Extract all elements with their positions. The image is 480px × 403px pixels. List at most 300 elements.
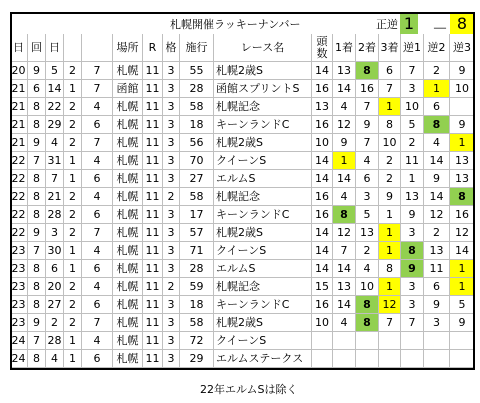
table-cell: 29 bbox=[46, 116, 64, 134]
table-cell: 14 bbox=[312, 62, 333, 80]
table-cell: 7 bbox=[82, 134, 113, 152]
table-cell: 2 bbox=[163, 188, 180, 206]
table-cell bbox=[424, 332, 450, 350]
table-cell: 6 bbox=[356, 170, 379, 188]
table-cell: 札幌 bbox=[113, 350, 143, 368]
table-cell: 56 bbox=[180, 134, 214, 152]
page-title: 札幌開催ラッキーナンバー bbox=[170, 18, 301, 31]
seigyaku-separator: － bbox=[432, 19, 449, 38]
table-cell: 4 bbox=[333, 314, 356, 332]
table-cell: 24 bbox=[10, 350, 28, 368]
table-cell: 7 bbox=[28, 242, 46, 260]
table-cell: 55 bbox=[180, 62, 214, 80]
table-cell: 2 bbox=[163, 278, 180, 296]
table-cell: 13 bbox=[450, 170, 475, 188]
table-cell: 6 bbox=[82, 350, 113, 368]
header-cell: 日 bbox=[46, 34, 64, 62]
table-cell: 8 bbox=[28, 170, 46, 188]
table-cell: 9 bbox=[424, 296, 450, 314]
table-cell: 15 bbox=[312, 278, 333, 296]
table-cell[interactable]: 函館スプリントS bbox=[214, 80, 312, 98]
table-cell: 8 bbox=[379, 260, 401, 278]
table-cell: 23 bbox=[10, 314, 28, 332]
table-cell: 14 bbox=[312, 242, 333, 260]
header-cell: 逆1 bbox=[401, 34, 424, 62]
table-cell: 2 bbox=[401, 134, 424, 152]
table-cell: 16 bbox=[312, 206, 333, 224]
table-cell: 5 bbox=[450, 296, 475, 314]
table-cell: 2 bbox=[379, 170, 401, 188]
table-cell[interactable]: 札幌記念 bbox=[214, 98, 312, 116]
table-cell: 11 bbox=[143, 314, 163, 332]
table-cell: 札幌 bbox=[113, 116, 143, 134]
table-cell: 30 bbox=[46, 242, 64, 260]
table-cell: 3 bbox=[163, 206, 180, 224]
table-cell: 6 bbox=[82, 260, 113, 278]
table-cell bbox=[356, 332, 379, 350]
table-cell: 7 bbox=[82, 80, 113, 98]
table-cell: 1 bbox=[379, 242, 401, 260]
table-cell: 11 bbox=[143, 62, 163, 80]
table-cell: 9 bbox=[28, 134, 46, 152]
table-cell: 4 bbox=[356, 152, 379, 170]
table-cell: 4 bbox=[333, 98, 356, 116]
table-cell: 5 bbox=[356, 206, 379, 224]
table-cell: 2 bbox=[64, 116, 82, 134]
table-cell: 31 bbox=[46, 152, 64, 170]
table-cell: 22 bbox=[10, 206, 28, 224]
table-cell: 4 bbox=[82, 152, 113, 170]
table-cell: 58 bbox=[180, 314, 214, 332]
table-cell bbox=[450, 350, 475, 368]
table-cell: 58 bbox=[180, 98, 214, 116]
header-cell: 施行 bbox=[180, 34, 214, 62]
table-cell: 13 bbox=[401, 188, 424, 206]
table-cell: 6 bbox=[82, 296, 113, 314]
table-cell: 21 bbox=[10, 116, 28, 134]
table-cell: 7 bbox=[379, 314, 401, 332]
header-cell: 場所 bbox=[113, 34, 143, 62]
table-cell: 札幌 bbox=[113, 242, 143, 260]
table-cell: 1 bbox=[64, 350, 82, 368]
table-cell: 7 bbox=[401, 62, 424, 80]
table-cell: 29 bbox=[180, 350, 214, 368]
table-cell: 1 bbox=[64, 260, 82, 278]
table-cell: 11 bbox=[143, 278, 163, 296]
table-cell: 札幌 bbox=[113, 152, 143, 170]
table-cell: 4 bbox=[82, 332, 113, 350]
table-cell: 2 bbox=[356, 242, 379, 260]
table-cell: 9 bbox=[450, 314, 475, 332]
table-cell: 札幌 bbox=[113, 224, 143, 242]
table-cell: 7 bbox=[333, 242, 356, 260]
header-cell: 回 bbox=[28, 34, 46, 62]
table-cell bbox=[379, 332, 401, 350]
table-cell: 1 bbox=[64, 332, 82, 350]
table-cell: 3 bbox=[163, 332, 180, 350]
table-cell: 22 bbox=[10, 152, 28, 170]
table-cell: 22 bbox=[10, 188, 28, 206]
table-cell: 1 bbox=[64, 170, 82, 188]
header-cell: 1着 bbox=[333, 34, 356, 62]
table-cell: 11 bbox=[143, 170, 163, 188]
table-cell: 8 bbox=[28, 98, 46, 116]
table-cell: 2 bbox=[64, 62, 82, 80]
table-cell: 23 bbox=[10, 260, 28, 278]
table-cell: 9 bbox=[28, 224, 46, 242]
table-cell: 9 bbox=[450, 116, 475, 134]
table-cell: 3 bbox=[163, 314, 180, 332]
table-cell: 8 bbox=[333, 206, 356, 224]
header-cell: レース名 bbox=[214, 34, 312, 62]
table-cell: 8 bbox=[28, 116, 46, 134]
table-cell: 6 bbox=[82, 206, 113, 224]
table-cell: 20 bbox=[46, 278, 64, 296]
table-cell: 14 bbox=[450, 242, 475, 260]
table-cell: 11 bbox=[143, 296, 163, 314]
table-cell bbox=[333, 332, 356, 350]
table-cell: 14 bbox=[312, 152, 333, 170]
table-cell: 10 bbox=[312, 314, 333, 332]
table-cell: 58 bbox=[180, 188, 214, 206]
seigyaku-label: 正逆 bbox=[376, 18, 398, 31]
table-cell bbox=[379, 350, 401, 368]
table-cell: 21 bbox=[46, 188, 64, 206]
table-cell: 28 bbox=[180, 260, 214, 278]
table-cell: 2 bbox=[64, 134, 82, 152]
table-cell: 11 bbox=[401, 152, 424, 170]
table-cell: 1 bbox=[379, 98, 401, 116]
table-cell: 11 bbox=[143, 80, 163, 98]
table-cell[interactable]: キーンランドC bbox=[214, 206, 312, 224]
table-cell: 2 bbox=[424, 224, 450, 242]
table-cell: 8 bbox=[28, 296, 46, 314]
table-cell: 23 bbox=[10, 296, 28, 314]
table-cell: 14 bbox=[312, 260, 333, 278]
table-cell: 18 bbox=[180, 116, 214, 134]
table-cell[interactable]: 札幌記念 bbox=[214, 188, 312, 206]
table-cell: 2 bbox=[64, 314, 82, 332]
table-cell: 9 bbox=[28, 62, 46, 80]
table-cell bbox=[333, 350, 356, 368]
table-cell: 7 bbox=[356, 98, 379, 116]
table-cell: 1 bbox=[64, 152, 82, 170]
table-cell: 16 bbox=[356, 80, 379, 98]
table-cell: 10 bbox=[356, 278, 379, 296]
table-cell: 10 bbox=[312, 134, 333, 152]
seigyaku-value-b[interactable]: 8 bbox=[450, 12, 474, 34]
header-cell: 逆3 bbox=[450, 34, 475, 62]
table-cell: 2 bbox=[46, 314, 64, 332]
table-cell: 7 bbox=[379, 80, 401, 98]
table-cell: 11 bbox=[143, 350, 163, 368]
table-cell: 札幌 bbox=[113, 332, 143, 350]
table-cell: 2 bbox=[424, 62, 450, 80]
table-cell: 11 bbox=[424, 260, 450, 278]
table-cell: 70 bbox=[180, 152, 214, 170]
table-cell: 9 bbox=[401, 260, 424, 278]
table-cell: 6 bbox=[379, 62, 401, 80]
table-cell bbox=[424, 350, 450, 368]
table-cell: 6 bbox=[82, 170, 113, 188]
table-cell: 2 bbox=[64, 278, 82, 296]
table-cell: 16 bbox=[312, 116, 333, 134]
table-cell: 11 bbox=[143, 116, 163, 134]
table-cell: 4 bbox=[82, 278, 113, 296]
table-cell: 函館 bbox=[113, 80, 143, 98]
table-cell: 21 bbox=[10, 134, 28, 152]
table-cell: 1 bbox=[64, 242, 82, 260]
table-cell: 13 bbox=[312, 98, 333, 116]
table-cell: 17 bbox=[180, 206, 214, 224]
table-cell: 13 bbox=[356, 224, 379, 242]
table-cell: 1 bbox=[424, 80, 450, 98]
table-cell: 3 bbox=[424, 314, 450, 332]
table-cell: 12 bbox=[450, 224, 475, 242]
table-cell: 3 bbox=[163, 134, 180, 152]
table-cell: 11 bbox=[143, 224, 163, 242]
table-cell: 1 bbox=[401, 170, 424, 188]
table-cell: 4 bbox=[82, 98, 113, 116]
table-cell: 4 bbox=[333, 188, 356, 206]
table-cell: 札幌 bbox=[113, 188, 143, 206]
table-cell: 札幌 bbox=[113, 62, 143, 80]
table-cell: 12 bbox=[333, 116, 356, 134]
table-cell: 16 bbox=[312, 80, 333, 98]
table-cell: 3 bbox=[163, 80, 180, 98]
table-cell: 1 bbox=[450, 134, 475, 152]
table-cell[interactable]: キーンランドC bbox=[214, 116, 312, 134]
table-cell: 7 bbox=[46, 170, 64, 188]
table-cell[interactable]: クイーンS bbox=[214, 332, 312, 350]
table-cell: 9 bbox=[356, 116, 379, 134]
table-cell: 2 bbox=[64, 98, 82, 116]
table-cell: 3 bbox=[163, 62, 180, 80]
table-cell: 10 bbox=[401, 98, 424, 116]
table-cell: 11 bbox=[143, 206, 163, 224]
header-cell bbox=[64, 34, 82, 62]
table-cell[interactable]: 札幌2歳S bbox=[214, 62, 312, 80]
header-cell: 日 bbox=[10, 34, 28, 62]
table-cell: 7 bbox=[82, 224, 113, 242]
table-cell: 3 bbox=[401, 80, 424, 98]
table-cell: 3 bbox=[163, 296, 180, 314]
table-cell: 8 bbox=[28, 260, 46, 278]
table-cell: 札幌 bbox=[113, 296, 143, 314]
table-cell: 3 bbox=[163, 224, 180, 242]
table-cell: 72 bbox=[180, 332, 214, 350]
table-cell: 11 bbox=[143, 332, 163, 350]
table-cell: 札幌 bbox=[113, 98, 143, 116]
table-cell: 9 bbox=[424, 170, 450, 188]
table-cell: 28 bbox=[46, 332, 64, 350]
table-cell: 4 bbox=[82, 242, 113, 260]
header-cell: 格 bbox=[163, 34, 180, 62]
table-cell: 4 bbox=[46, 134, 64, 152]
table-cell[interactable]: 札幌2歳S bbox=[214, 224, 312, 242]
table-cell: 7 bbox=[28, 152, 46, 170]
table-cell: 13 bbox=[333, 62, 356, 80]
table-cell bbox=[401, 332, 424, 350]
seigyaku-value-a[interactable]: 1 bbox=[400, 12, 418, 34]
table-cell: 8 bbox=[356, 62, 379, 80]
table-cell: 7 bbox=[401, 314, 424, 332]
table-cell: 2 bbox=[64, 188, 82, 206]
table-cell: 6 bbox=[28, 80, 46, 98]
table-cell: 札幌 bbox=[113, 314, 143, 332]
table-cell: 12 bbox=[333, 224, 356, 242]
table-cell: 11 bbox=[143, 260, 163, 278]
table-cell: 22 bbox=[10, 170, 28, 188]
table-cell bbox=[401, 350, 424, 368]
table-cell: 23 bbox=[10, 242, 28, 260]
table-cell: 27 bbox=[46, 296, 64, 314]
table-cell: 28 bbox=[46, 206, 64, 224]
table-cell: 8 bbox=[356, 314, 379, 332]
table-cell: 3 bbox=[163, 350, 180, 368]
table-cell: 16 bbox=[312, 296, 333, 314]
table-cell: 3 bbox=[46, 224, 64, 242]
table-cell: 8 bbox=[401, 242, 424, 260]
table-cell: 4 bbox=[46, 350, 64, 368]
table-cell: 14 bbox=[424, 188, 450, 206]
table-cell: 57 bbox=[180, 224, 214, 242]
table-cell: 23 bbox=[10, 278, 28, 296]
table-cell: 3 bbox=[401, 278, 424, 296]
table-cell: 12 bbox=[424, 206, 450, 224]
table-cell: 3 bbox=[163, 98, 180, 116]
table-cell: 10 bbox=[379, 134, 401, 152]
table-cell bbox=[450, 332, 475, 350]
table-cell[interactable]: エルムS bbox=[214, 260, 312, 278]
table-cell: 9 bbox=[333, 134, 356, 152]
table-cell: 11 bbox=[143, 188, 163, 206]
table-cell: 13 bbox=[424, 242, 450, 260]
table-cell: 11 bbox=[143, 134, 163, 152]
header-cell: R bbox=[143, 34, 163, 62]
table-cell: 4 bbox=[424, 134, 450, 152]
table-cell: 28 bbox=[180, 80, 214, 98]
table-cell[interactable]: エルムステークス bbox=[214, 350, 312, 368]
table-cell: 14 bbox=[312, 224, 333, 242]
table-cell: 1 bbox=[333, 152, 356, 170]
table-cell: 8 bbox=[28, 278, 46, 296]
table-cell: 4 bbox=[356, 260, 379, 278]
table-cell[interactable]: 札幌記念 bbox=[214, 278, 312, 296]
table-cell: 1 bbox=[450, 278, 475, 296]
table-cell: 6 bbox=[424, 278, 450, 296]
table-cell: 7 bbox=[82, 314, 113, 332]
table-cell: 札幌 bbox=[113, 260, 143, 278]
table-cell: 札幌 bbox=[113, 170, 143, 188]
table-cell: 18 bbox=[180, 296, 214, 314]
table-cell: 5 bbox=[401, 116, 424, 134]
table-cell: 3 bbox=[401, 296, 424, 314]
table-cell: 14 bbox=[333, 170, 356, 188]
table-cell: 13 bbox=[333, 278, 356, 296]
table-cell: 5 bbox=[46, 62, 64, 80]
table-cell: 7 bbox=[82, 62, 113, 80]
table-cell: 8 bbox=[28, 206, 46, 224]
table-cell: 3 bbox=[163, 152, 180, 170]
table-cell: 札幌 bbox=[113, 206, 143, 224]
header-cell bbox=[82, 34, 113, 62]
table-cell: 9 bbox=[379, 188, 401, 206]
table-cell: 8 bbox=[28, 350, 46, 368]
table-cell: 14 bbox=[333, 80, 356, 98]
table-cell[interactable]: エルムS bbox=[214, 170, 312, 188]
table-cell: 3 bbox=[163, 170, 180, 188]
table-cell: 9 bbox=[450, 62, 475, 80]
table-cell: 27 bbox=[180, 170, 214, 188]
table-cell: 22 bbox=[10, 224, 28, 242]
table-cell: 22 bbox=[46, 98, 64, 116]
table-cell: 8 bbox=[28, 188, 46, 206]
table-cell: 14 bbox=[46, 80, 64, 98]
table-cell: 20 bbox=[10, 62, 28, 80]
table-cell: 7 bbox=[28, 332, 46, 350]
table-cell: 11 bbox=[143, 98, 163, 116]
table-cell: 4 bbox=[82, 188, 113, 206]
table-cell: 札幌 bbox=[113, 278, 143, 296]
table-cell[interactable]: キーンランドC bbox=[214, 296, 312, 314]
table-cell[interactable]: クイーンS bbox=[214, 242, 312, 260]
table-cell: 8 bbox=[424, 116, 450, 134]
table-cell[interactable]: クイーンS bbox=[214, 152, 312, 170]
table-cell: 14 bbox=[333, 296, 356, 314]
table-cell: 11 bbox=[143, 242, 163, 260]
table-cell bbox=[450, 98, 475, 116]
table-cell[interactable]: 札幌2歳S bbox=[214, 314, 312, 332]
table-cell: 3 bbox=[401, 224, 424, 242]
table-cell: 16 bbox=[312, 188, 333, 206]
footnote: 22年エルムSは除く bbox=[200, 383, 298, 396]
table-cell bbox=[312, 332, 333, 350]
table-cell: 21 bbox=[10, 98, 28, 116]
table-cell: 3 bbox=[163, 242, 180, 260]
table-cell: 8 bbox=[450, 188, 475, 206]
table-cell: 1 bbox=[379, 278, 401, 296]
table-cell: 8 bbox=[379, 116, 401, 134]
header-cell: 逆2 bbox=[424, 34, 450, 62]
table-cell: 10 bbox=[450, 80, 475, 98]
table-cell: 6 bbox=[46, 260, 64, 278]
table-cell: 8 bbox=[356, 296, 379, 314]
table-cell: 12 bbox=[379, 296, 401, 314]
table-cell[interactable]: 札幌2歳S bbox=[214, 134, 312, 152]
table-cell: 2 bbox=[64, 224, 82, 242]
table-cell: 6 bbox=[82, 116, 113, 134]
table-cell: 1 bbox=[64, 80, 82, 98]
table-cell: 14 bbox=[312, 170, 333, 188]
table-cell: 3 bbox=[356, 188, 379, 206]
table-cell: 9 bbox=[28, 314, 46, 332]
table-cell: 3 bbox=[163, 260, 180, 278]
table-cell: 9 bbox=[401, 206, 424, 224]
table-cell: 21 bbox=[10, 80, 28, 98]
table-cell: 2 bbox=[379, 152, 401, 170]
table-cell: 16 bbox=[450, 206, 475, 224]
table-cell: 14 bbox=[424, 152, 450, 170]
table-cell: 11 bbox=[143, 152, 163, 170]
table-cell: 2 bbox=[64, 296, 82, 314]
table-cell: 札幌 bbox=[113, 134, 143, 152]
header-cell: 2着 bbox=[356, 34, 379, 62]
table-cell: 2 bbox=[64, 206, 82, 224]
table-cell: 7 bbox=[356, 134, 379, 152]
table-cell bbox=[356, 350, 379, 368]
table-cell: 13 bbox=[450, 152, 475, 170]
